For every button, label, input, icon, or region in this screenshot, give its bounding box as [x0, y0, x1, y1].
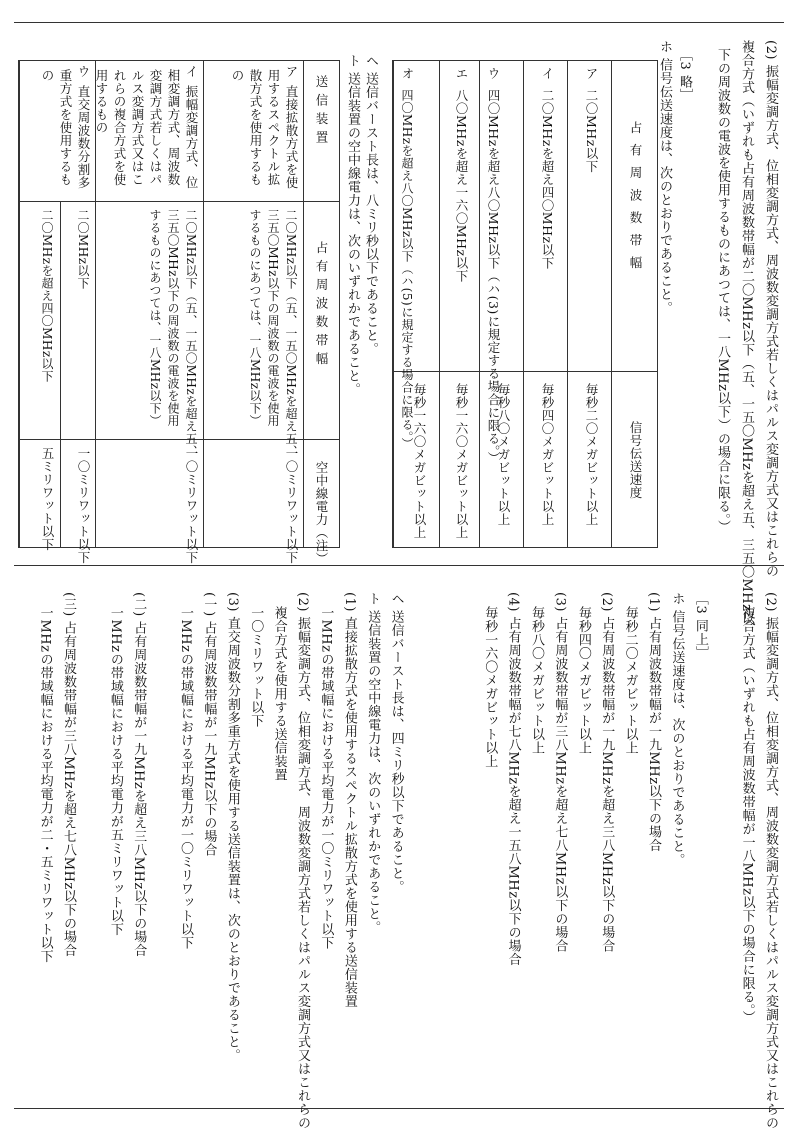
- speed-row-a: ア 二〇MHz以下 毎秒二〇メガビット以上: [567, 61, 611, 547]
- top-text-col4: ［3 略］: [677, 48, 692, 102]
- bottom-text-col: (2) 占有周波数帯幅が一九MHzを超え三八MHz以下の場合: [599, 592, 615, 953]
- bottom-text-col: (1) 直接拡散方式を使用するスペクトル拡散方式を使用する送信装置: [341, 592, 357, 1009]
- bottom-text-col: ［3 同上］: [692, 592, 708, 660]
- top-text-col2: 複合方式（いずれも占有周波数帯幅が二〇MHz以下（五、一五〇MHzを超え五、三五〇MHz以: [739, 40, 754, 625]
- header-freq2: 占有周波数帯幅: [314, 241, 329, 371]
- bottom-text-col: 一MHzの帯域幅における平均電力が五ミリワット以下: [107, 606, 123, 936]
- bottom-text-col: 複合方式を使用する送信装置: [271, 606, 287, 782]
- speed-row-i: イ 二〇MHzを超え四〇MHz以下 毎秒四〇メガビット以上: [523, 61, 567, 547]
- power-table: [18, 60, 340, 565]
- bottom-text-col: 一MHzの帯域幅における平均電力が一〇ミリワット以下: [178, 606, 193, 950]
- speed-row-o: オ 四〇MHzを超え八〇MHz以下（ハ(5)に規定する場合に限る。） 毎秒一六〇メガビット以上: [393, 61, 439, 547]
- power-row-a: ア 直接拡散方式を使 用するスペクトル拡 散方式を使用するも の 二〇MHz以下（五、一五〇MHzを超え五、 三五〇MHz以下の周波数の電波を使用 するものにあつては、一八MHz以下） 一〇ミリワット以下: [203, 61, 303, 547]
- bottom-text-col: ト 送信装置の空中線電力は、次のいずれかであること。: [365, 592, 381, 935]
- bottom-text-col: 一MHzの帯域幅における平均電力が一〇ミリワット以下: [318, 606, 334, 950]
- bottom-text-col: ホ 信号伝送速度は、次のとおりであること。: [669, 592, 685, 867]
- bottom-rule: [14, 1108, 784, 1109]
- header-freq: 占有周波数帯幅: [628, 121, 643, 279]
- power-row-u-split: [60, 201, 61, 547]
- speed-table: [392, 60, 658, 548]
- bottom-text-col: (3) 直交周波数分割多重方式を使用する送信装置は、次のとおりであること。: [224, 592, 240, 1063]
- bottom-text-col: 毎秒一六〇メガビット以上: [482, 606, 498, 768]
- header-power: 空中線電力（注）: [314, 461, 329, 565]
- bottom-text-col: 毎秒八〇メガビット以上: [529, 606, 544, 755]
- bottom-text-col: (2) 振幅変調方式、位相変調方式、周波数変調方式若しくはパルス変調方式又はこれらの: [295, 592, 310, 1130]
- header-speed: 信号伝送速度: [628, 421, 643, 499]
- top-text-col5: ホ 信号伝送速度は、次のとおりであること。: [657, 40, 672, 315]
- bottom-text-col: 複合方式（いずれも占有周波数帯幅が一八MHz以下の場合に限る。）: [739, 606, 755, 1024]
- middle-rule: [14, 565, 784, 566]
- power-table-header-col: [303, 61, 339, 565]
- bottom-text-col: (二) 占有周波数帯幅が一九MHzを超え三八MHz以下の場合: [131, 592, 147, 958]
- bottom-text-col: (3) 占有周波数帯幅が三八MHzを超え七八MHz以下の場合: [552, 592, 568, 953]
- top-text-col1: (2) 振幅変調方式、位相変調方式、周波数変調方式若しくはパルス変調方式又はこれらの: [763, 40, 778, 578]
- speed-row-u: ウ 四〇MHzを超え八〇MHz以下（ハ(3)に規定する場合に限る。） 毎秒八〇メガビット以上: [479, 61, 523, 547]
- bottom-text-col: (1) 占有周波数帯幅が一九MHz以下の場合: [646, 592, 661, 853]
- top-rule: [14, 22, 784, 23]
- bottom-text-col: ヘ 送信バースト長は、四ミリ秒以下であること。: [388, 592, 404, 894]
- top-text-col7: ト 送信装置の空中線電力は、次のいずれかであること。: [345, 54, 360, 397]
- power-row-u: ウ 直交周波数分割多 重方式を使用するも の 二〇MHz以下 一〇ミリワット以下 二〇MHzを超え四〇MHz以下 五ミリワット以下: [19, 61, 95, 547]
- bottom-text-col: (一) 占有周波数帯幅が一九MHz以下の場合: [201, 592, 217, 857]
- bottom-text-col: (三) 占有周波数帯幅が三八MHzを超え七八MHz以下の場合: [61, 592, 76, 958]
- header-device: 送信装置: [314, 75, 329, 149]
- bottom-text-col: (4) 占有周波数帯幅が七八MHzを超え一五八MHz以下の場合: [505, 592, 521, 967]
- bottom-text-col: 一〇ミリワット以下: [248, 606, 264, 728]
- speed-table-header-col: [611, 61, 657, 547]
- speed-row-e: エ 八〇MHzを超え一六〇MHz以下 毎秒一六〇メガビット以上: [439, 61, 479, 547]
- bottom-text-col: 毎秒四〇メガビット以上: [575, 606, 591, 755]
- power-row-i: イ 振幅変調方式、位 相変調方式、周波数 変調方式若しくはパ ルス変調方式又はこ れらの複合方式を使 用するもの 二〇MHz以下（五、一五〇MHzを超え五、 三五〇MHz以下の周波数の電波を使用 するものにあつては、一八MHz以下） 一〇ミリワット以下: [95, 61, 203, 547]
- top-text-col6: ヘ 送信バースト長は、八ミリ秒以下であること。: [363, 54, 378, 356]
- bottom-text-col: 一MHzの帯域幅における平均電力が二・五ミリワット以下: [37, 606, 53, 963]
- bottom-text-col: 毎秒二〇メガビット以上: [622, 606, 638, 755]
- top-text-col3: 下の周波数の電波を使用するものにあつては、一八MHz以下）の場合に限る。）: [715, 48, 730, 534]
- bottom-text-col: (2) 振幅変調方式、位相変調方式、周波数変調方式若しくはパルス変調方式又はこれらの: [763, 592, 778, 1130]
